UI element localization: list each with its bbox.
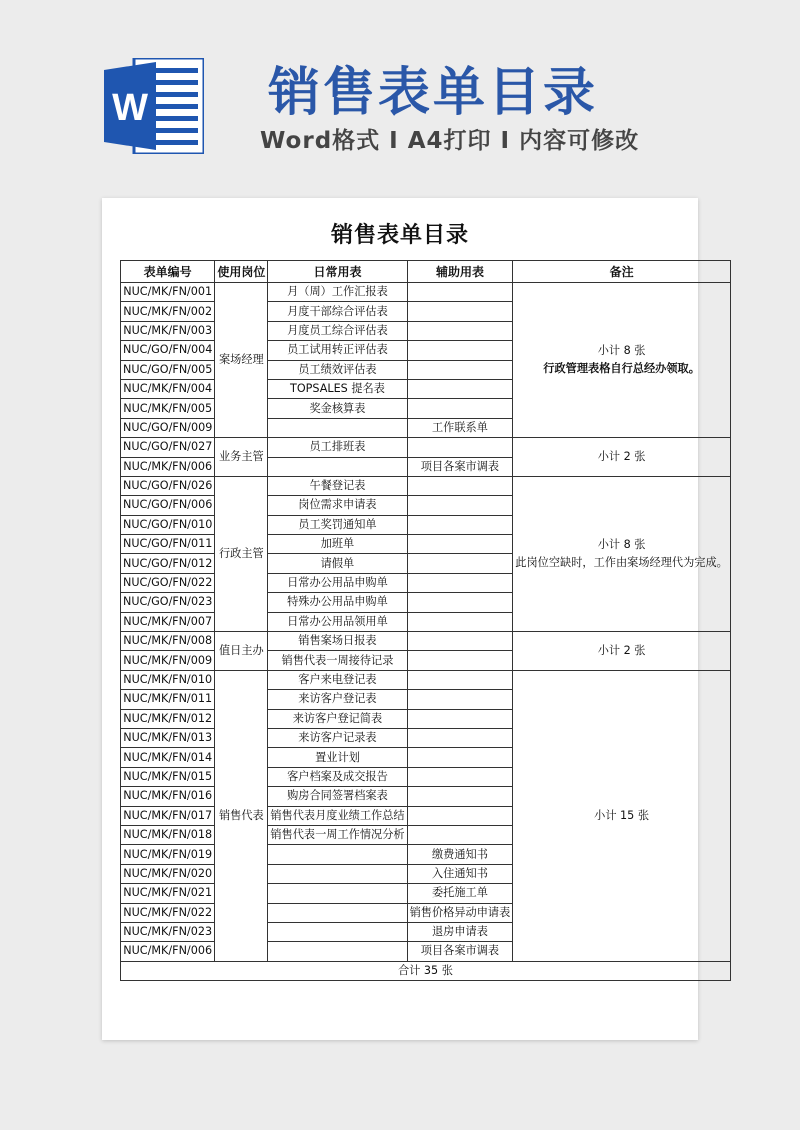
document-page	[102, 198, 728, 1040]
daily-form-cell: 员工绩效评估表	[268, 360, 407, 379]
note-subtotal: 小计 8 张	[597, 344, 646, 358]
table-row	[121, 476, 731, 495]
header-note: 备注	[513, 261, 731, 283]
daily-form-cell: 销售代表一周接待记录	[268, 651, 407, 670]
banner-subtitle: Word格式 I A4打印 I 内容可修改	[260, 128, 640, 154]
daily-form-cell	[268, 884, 407, 903]
aux-form-cell: 销售价格异动申请表	[407, 903, 513, 922]
form-code-cell: NUC/MK/FN/013	[121, 728, 215, 747]
daily-form-cell: 客户档案及成交报告	[268, 767, 407, 786]
daily-form-cell: 月（周）工作汇报表	[268, 283, 407, 302]
aux-form-cell	[407, 806, 513, 825]
table-header-row	[121, 261, 731, 283]
aux-form-cell	[407, 728, 513, 747]
daily-form-cell: 来访客户登记简表	[268, 709, 407, 728]
daily-form-cell: 员工奖罚通知单	[268, 515, 407, 534]
header-code: 表单编号	[121, 261, 215, 283]
note-subtotal: 小计 15 张	[594, 808, 650, 822]
aux-form-cell	[407, 573, 513, 592]
aux-form-cell	[407, 321, 513, 340]
daily-form-cell	[268, 942, 407, 961]
aux-form-cell	[407, 554, 513, 573]
daily-form-cell: 销售代表月度业绩工作总结	[268, 806, 407, 825]
aux-form-cell	[407, 283, 513, 302]
daily-form-cell: 午餐登记表	[268, 476, 407, 495]
aux-form-cell: 入住通知书	[407, 864, 513, 883]
daily-form-cell: 日常办公用品领用单	[268, 612, 407, 631]
form-code-cell: NUC/MK/FN/009	[121, 651, 215, 670]
aux-form-cell	[407, 670, 513, 689]
form-code-cell: NUC/MK/FN/001	[121, 283, 215, 302]
daily-form-cell: 奖金核算表	[268, 399, 407, 418]
daily-form-cell	[268, 903, 407, 922]
form-code-cell: NUC/MK/FN/017	[121, 806, 215, 825]
note-cell	[513, 476, 731, 631]
daily-form-cell	[268, 922, 407, 941]
form-code-cell: NUC/MK/FN/003	[121, 321, 215, 340]
aux-form-cell	[407, 690, 513, 709]
daily-form-cell	[268, 418, 407, 437]
daily-form-cell: 加班单	[268, 535, 407, 554]
document-title: 销售表单目录	[330, 223, 469, 248]
aux-form-cell	[407, 651, 513, 670]
aux-form-cell	[407, 593, 513, 612]
note-subtotal: 此岗位空缺时，工作由案场经理代为完成。	[515, 555, 728, 569]
position-cell: 业务主管	[215, 438, 268, 477]
total-row	[121, 961, 731, 980]
word-logo-letter: W	[112, 87, 148, 129]
daily-form-cell: 销售案场日报表	[268, 632, 407, 651]
form-code-cell: NUC/GO/FN/022	[121, 573, 215, 592]
daily-form-cell	[268, 457, 407, 476]
position-cell: 行政主管	[215, 476, 268, 631]
form-code-cell: NUC/MK/FN/012	[121, 709, 215, 728]
form-code-cell: NUC/MK/FN/022	[121, 903, 215, 922]
form-code-cell: NUC/GO/FN/005	[121, 360, 215, 379]
daily-form-cell: 月度干部综合评估表	[268, 302, 407, 321]
form-code-cell: NUC/MK/FN/023	[121, 922, 215, 941]
aux-form-cell	[407, 632, 513, 651]
note-subtotal: 小计 8 张	[597, 537, 646, 551]
form-code-cell: NUC/MK/FN/020	[121, 864, 215, 883]
total-count: 合计 35 张	[121, 961, 731, 980]
aux-form-cell	[407, 709, 513, 728]
form-code-cell: NUC/GO/FN/023	[121, 593, 215, 612]
form-code-cell: NUC/MK/FN/011	[121, 690, 215, 709]
daily-form-cell: 月度员工综合评估表	[268, 321, 407, 340]
form-code-cell: NUC/MK/FN/004	[121, 379, 215, 398]
form-catalog-table	[120, 260, 731, 981]
aux-form-cell	[407, 399, 513, 418]
note-subtotal: 小计 2 张	[597, 643, 646, 657]
form-code-cell: NUC/MK/FN/014	[121, 748, 215, 767]
daily-form-cell: 员工排班表	[268, 438, 407, 457]
daily-form-cell: 购房合同签署档案表	[268, 787, 407, 806]
form-code-cell: NUC/MK/FN/005	[121, 399, 215, 418]
aux-form-cell	[407, 496, 513, 515]
daily-form-cell: 特殊办公用品申购单	[268, 593, 407, 612]
aux-form-cell	[407, 767, 513, 786]
note-cell	[513, 670, 731, 961]
table-row	[121, 438, 731, 457]
aux-form-cell: 退房申请表	[407, 922, 513, 941]
aux-form-cell: 缴费通知书	[407, 845, 513, 864]
table-row	[121, 670, 731, 689]
daily-form-cell: 请假单	[268, 554, 407, 573]
aux-form-cell	[407, 476, 513, 495]
aux-form-cell	[407, 825, 513, 844]
daily-form-cell	[268, 864, 407, 883]
daily-form-cell	[268, 845, 407, 864]
aux-form-cell: 委托施工单	[407, 884, 513, 903]
form-code-cell: NUC/MK/FN/006	[121, 457, 215, 476]
form-code-cell: NUC/MK/FN/006	[121, 942, 215, 961]
form-code-cell: NUC/MK/FN/015	[121, 767, 215, 786]
aux-form-cell	[407, 379, 513, 398]
aux-form-cell: 项目各案市调表	[407, 457, 513, 476]
position-cell: 案场经理	[215, 283, 268, 438]
form-code-cell: NUC/MK/FN/007	[121, 612, 215, 631]
aux-form-cell	[407, 302, 513, 321]
aux-form-cell	[407, 612, 513, 631]
form-code-cell: NUC/MK/FN/019	[121, 845, 215, 864]
header-daily: 日常用表	[268, 261, 407, 283]
form-code-cell: NUC/MK/FN/016	[121, 787, 215, 806]
daily-form-cell: 岗位需求申请表	[268, 496, 407, 515]
aux-form-cell: 项目各案市调表	[407, 942, 513, 961]
form-code-cell: NUC/MK/FN/010	[121, 670, 215, 689]
form-code-cell: NUC/GO/FN/006	[121, 496, 215, 515]
aux-form-cell	[407, 438, 513, 457]
form-code-cell: NUC/GO/FN/027	[121, 438, 215, 457]
note-cell	[513, 632, 731, 671]
aux-form-cell	[407, 360, 513, 379]
form-code-cell: NUC/MK/FN/002	[121, 302, 215, 321]
aux-form-cell	[407, 748, 513, 767]
daily-form-cell: 来访客户登记表	[268, 690, 407, 709]
form-code-cell: NUC/GO/FN/012	[121, 554, 215, 573]
note-remark: 行政管理表格自行总经办领取。	[543, 362, 700, 376]
daily-form-cell: TOPSALES 提名表	[268, 379, 407, 398]
form-code-cell: NUC/GO/FN/009	[121, 418, 215, 437]
note-cell	[513, 283, 731, 438]
table-row	[121, 632, 731, 651]
daily-form-cell: 日常办公用品申购单	[268, 573, 407, 592]
aux-form-cell	[407, 535, 513, 554]
position-cell: 销售代表	[215, 670, 268, 961]
note-subtotal: 小计 2 张	[597, 450, 646, 464]
aux-form-cell	[407, 341, 513, 360]
word-logo-icon	[104, 58, 204, 154]
table-row	[121, 283, 731, 302]
daily-form-cell: 来访客户记录表	[268, 728, 407, 747]
header-aux: 辅助用表	[407, 261, 513, 283]
note-cell	[513, 438, 731, 477]
form-code-cell: NUC/GO/FN/026	[121, 476, 215, 495]
aux-form-cell	[407, 515, 513, 534]
aux-form-cell	[407, 787, 513, 806]
aux-form-cell: 工作联系单	[407, 418, 513, 437]
form-code-cell: NUC/GO/FN/004	[121, 341, 215, 360]
daily-form-cell: 销售代表一周工作情况分析	[268, 825, 407, 844]
form-code-cell: NUC/MK/FN/021	[121, 884, 215, 903]
form-code-cell: NUC/MK/FN/018	[121, 825, 215, 844]
position-cell: 值日主办	[215, 632, 268, 671]
form-code-cell: NUC/GO/FN/010	[121, 515, 215, 534]
daily-form-cell: 置业计划	[268, 748, 407, 767]
form-code-cell: NUC/MK/FN/008	[121, 632, 215, 651]
form-code-cell: NUC/GO/FN/011	[121, 535, 215, 554]
header-position: 使用岗位	[215, 261, 268, 283]
banner-title: 销售表单目录	[268, 63, 599, 123]
daily-form-cell: 客户来电登记表	[268, 670, 407, 689]
daily-form-cell: 员工试用转正评估表	[268, 341, 407, 360]
